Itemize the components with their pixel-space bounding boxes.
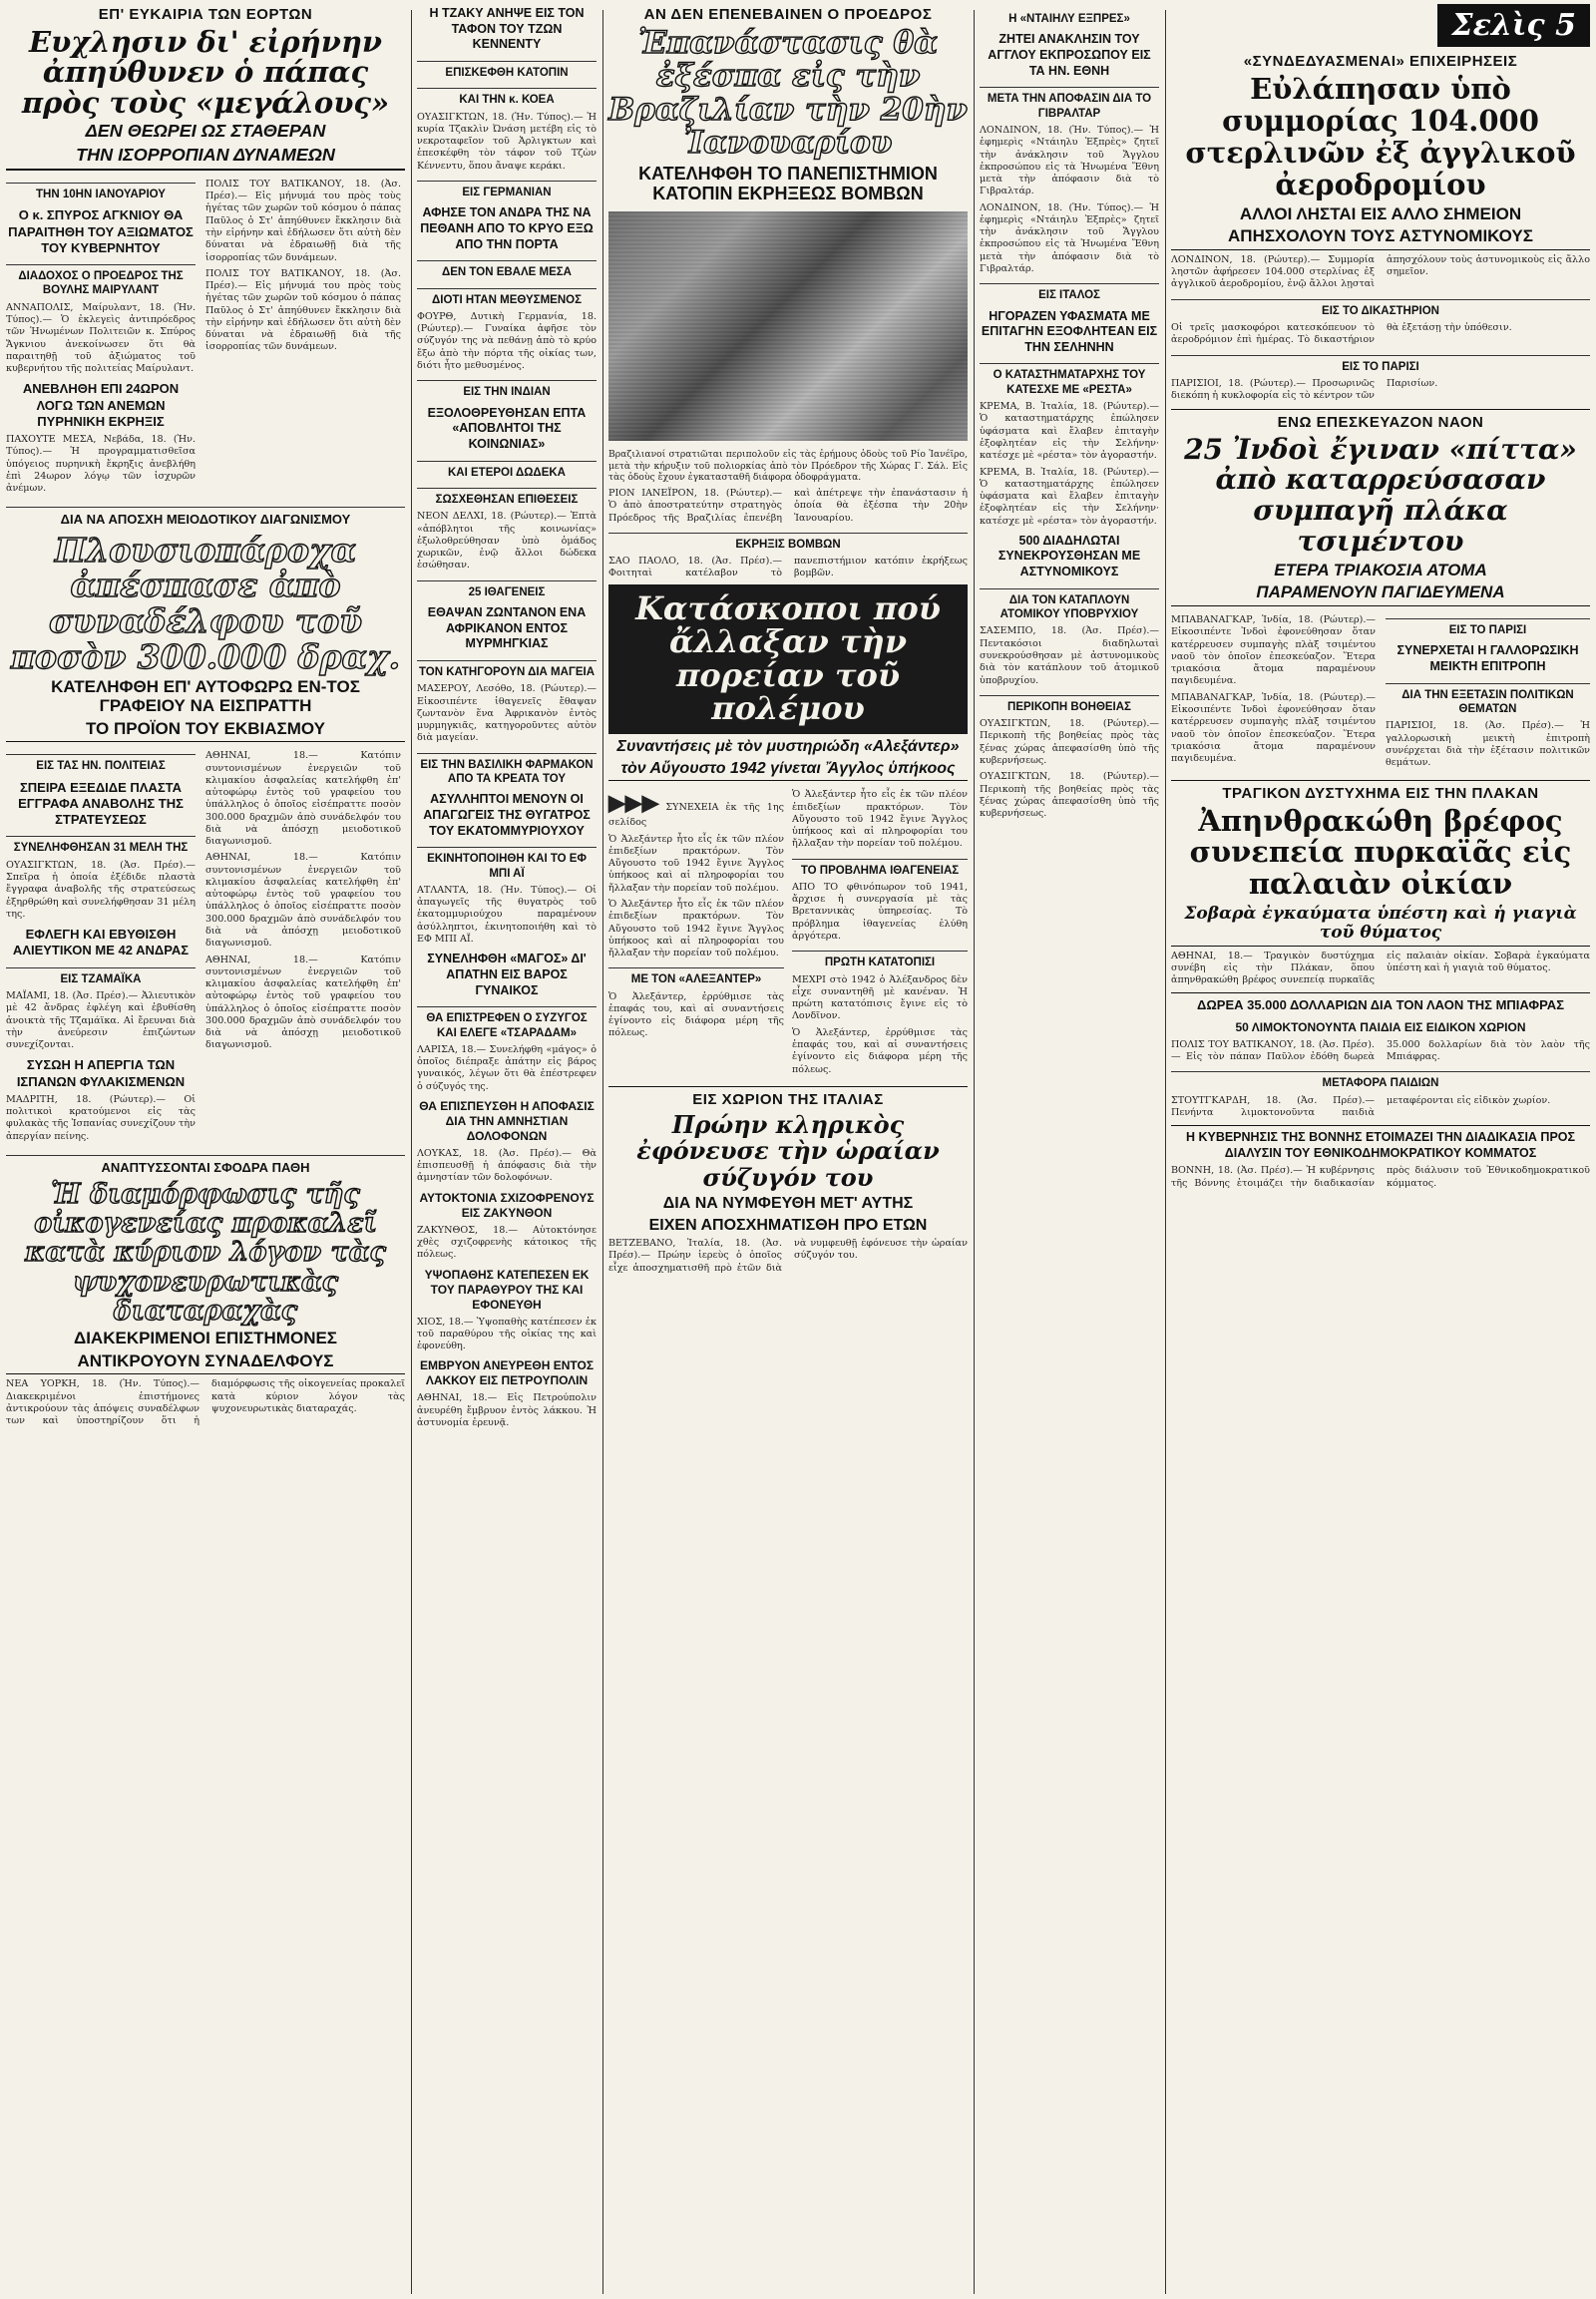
- article-body: ΠΑΧΟΥΤΕ ΜΕΣΑ, Νεβάδα, 18. (Ἡν. Τύπος).— Ἡ προγραμματισθεῖσα ὑπόγειος πυρηνικὴ ἔκρηξις ἀνεβλήθη ἐπὶ 24ωρον λόγῳ τῶν ἰσχυρῶν ἀνέμων.: [6, 434, 196, 495]
- article-body: ΑΠΟ ΤΟ φθινόπωρον τοῦ 1941, ἄρχισε ἡ συνεργασία μὲ τὰς Βρεταννικὰς ὑπηρεσίας. Τὸ πρόβλημα ἰθαγενείας ἐλύθη ἀργότερα.: [792, 881, 968, 942]
- article-title: ΑΣΥΛΛΗΠΤΟΙ ΜΕΝΟΥΝ ΟΙ ΑΠΑΓΩΓΕΙΣ ΤΗΣ ΘΥΓΑΤΡΟΣ ΤΟΥ ΕΚΑΤΟΜΜΥΡΙΟΥΧΟΥ: [423, 792, 591, 838]
- article-body: Οἱ τρεῖς μασκοφόροι κατεσκόπευον τὸ ἀεροδρόμιον ἐπὶ ἡμέρας. Τὸ δικαστήριον θὰ ἐξετάσῃ τὴν ὑπόθεσιν.: [1171, 322, 1512, 346]
- subhead: ΔΙΑΚΕΚΡΙΜΕΝΟΙ ΕΠΙΣΤΗΜΟΝΕΣ: [73, 1328, 338, 1347]
- article-title: Ο κ. ΣΠΥΡΟΣ ΑΓΚΝΙΟΥ ΘΑ ΠΑΡΑΙΤΗΘΗ ΤΟΥ ΑΞΙΩΜΑΤΟΣ ΤΟΥ ΚΥΒΕΡΝΗΤΟΥ: [8, 207, 194, 255]
- section-head: ΜΕΤΑΦΟΡΑ ΠΑΙΔΙΩΝ: [1171, 1071, 1590, 1090]
- section-head: ΑΝΑΠΤΥΣΣΟΝΤΑΙ ΣΦΟΔΡΑ ΠΑΘΗ: [6, 1155, 405, 1176]
- article-subtitle: ΔΕΝ ΤΟΝ ΕΒΑΛΕ ΜΕΣΑ: [417, 260, 597, 279]
- article-body: ΠΑΡΙΣΙΟΙ, 18. (Ἀσ. Πρέσ).— Ἡ γαλλορωσικὴ μεικτὴ ἐπιτροπὴ συνέρχεται διὰ τὴν ἐξέτασιν πολιτικῶν θεμάτων.: [1386, 720, 1590, 769]
- section-head: ΕΚΡΗΞΙΣ ΒΟΜΒΩΝ: [608, 533, 968, 552]
- section-head: ΕΙΣ ΤΟ ΔΙΚΑΣΤΗΡΙΟΝ: [1171, 299, 1590, 318]
- article-body: ΚΡΕΜΑ, Β. Ἰταλία, 18. (Ρώυτερ).— Ὁ καταστηματάρχης ἐπώλησεν ὑφάσματα καὶ ἔλαβεν ἐπιταγὴν ἐξοφλητέαν εἰς τὴν Σελήνην· κατέσχε μὲ «ρέστα» τὸν ἀγοραστήν.: [980, 401, 1159, 462]
- article-title: ΖΗΤΕΙ ΑΝΑΚΛΗΣΙΝ ΤΟΥ ΑΓΓΛΟΥ ΕΚΠΡΟΣΩΠΟΥ ΕΙΣ ΤΑ ΗΝ. ΕΘΝΗ: [988, 32, 1151, 78]
- section-head: ΠΕΡΙΚΟΠΗ ΒΟΗΘΕΙΑΣ: [980, 695, 1159, 714]
- article-body: ΠΟΛΙΣ ΤΟΥ ΒΑΤΙΚΑΝΟΥ, 18. (Ἀσ. Πρέσ).— Εἰς μήνυμά του πρὸς τοὺς ἡγέτας τῶν χωρῶν τοῦ κόσμου ὁ πάπας Παῦλος ὁ Στ' ἀπηύθυνεν ἔκκλησιν διὰ τὴν εἰρήνην καὶ ἐδήλωσεν ὅτι αὐτὴ δὲν δύναται νὰ ἐδραιωθῇ διὰ τῆς ἰσορροπίας τῶν δυνάμεων.: [205, 178, 401, 263]
- article-body: ΜΕΧΡΙ στὸ 1942 ὁ Ἀλέξανδρος δὲν εἶχε συναντηθῆ μὲ κανέναν. Ἡ πρώτη κατατόπισις ἔγινε εἰς τὸ Λονδῖνον.: [792, 973, 968, 1022]
- section-head: ΔΙΑ ΝΑ ΑΠΟΣΧΗ ΜΕΙΟΔΟΤΙΚΟΥ ΔΙΑΓΩΝΙΣΜΟΥ: [6, 507, 405, 528]
- article-body: ΣΑΟ ΠΑΟΛΟ, 18. (Ἀσ. Πρέσ).— Φοιτηταὶ κατέλαβον τὸ πανεπιστήμιον κατόπιν ἐκρήξεως βομβῶν.: [608, 556, 968, 579]
- article-body: ΛΟΝΔΙΝΟΝ, 18. (Ρώυτερ).— Συμμορία ληστῶν ἀφήρεσεν 104.000 στερλίνας ἐξ ἀγγλικοῦ ἀεροδρομίου, ἐνῷ ἄλλοι λῃσταὶ ἀπησχόλουν τοὺς ἀστυνομικοὺς εἰς ἄλλο σημεῖον.: [1171, 253, 1590, 290]
- subhead: ΑΝΤΙΚΡΟΥΟΥΝ ΣΥΝΑΔΕΛΦΟΥΣ: [6, 1352, 405, 1375]
- article-subtitle: ΣΥΝΕΛΗΦΘΗΣΑΝ 31 ΜΕΛΗ ΤΗΣ: [6, 836, 196, 855]
- article-body: ΧΙΟΣ, 18.— Ὑψοπαθὴς κατέπεσεν ἐκ τοῦ παραθύρου τῆς οἰκίας της καὶ ἐφονεύθη.: [417, 1316, 597, 1352]
- article-title: ΕΞΟΛΟΘΡΕΥΘΗΣΑΝ ΕΠΤΑ «ΑΠΟΒΛΗΤΟΙ ΤΗΣ ΚΟΙΝΩΝΙΑΣ»: [427, 405, 587, 451]
- article-title: Η ΚΥΒΕΡΝΗΣΙΣ ΤΗΣ ΒΟΝΝΗΣ ΕΤΟΙΜΑΖΕΙ ΤΗΝ ΔΙΑΔΙΚΑΣΙΑ ΠΡΟΣ ΔΙΑΛΥΣΙΝ ΤΟΥ ΕΘΝΙΚΟΔΗΜΟΚΡΑΤΙΚΟΥ ΚΟΜΜΑΤΟΣ: [1171, 1125, 1590, 1161]
- article-body: ΜΠΑΒΑΝΑΓΚΑΡ, Ἰνδία, 18. (Ρώυτερ).— Εἰκοσιπέντε Ἰνδοὶ ἐφονεύθησαν ὅταν κατέρρευσεν συμπαγὴς πλὰξ τσιμέντου ναοῦ τὸν ὁποῖον ἐπεσκεύαζον. Ἕτερα τριακόσια ἄτομα παραμένουν παγιδευμένα.: [1171, 614, 1376, 687]
- section-head: ΤΟ ΠΡΟΒΛΗΜΑ ΙΘΑΓΕΝΕΙΑΣ: [792, 859, 968, 878]
- article-subtitle: ΜΕΤΑ ΤΗΝ ΑΠΟΦΑΣΙΝ ΔΙΑ ΤΟ ΓΙΒΡΑΛΤΑΡ: [980, 87, 1159, 121]
- article-title: ΣΠΕΙΡΑ ΕΞΕΔΙΔΕ ΠΛΑΣΤΑ ΕΓΓΡΑΦΑ ΑΝΑΒΟΛΗΣ ΤΗΣ ΣΤΡΑΤΕΥΣΕΩΣ: [18, 779, 184, 828]
- article-body: ΦΟΥΡΘ, Δυτικὴ Γερμανία, 18. (Ρώυτερ).— Γυναίκα ἀφῆσε τὸν σύζυγόν της νὰ πεθάνῃ ἀπὸ τὸ κρύο ἔξω ἀπὸ τὴν πόρτα τῆς οἰκίας των, διότι ἦτο μεθυσμένος.: [417, 310, 597, 372]
- column-3: [602, 0, 974, 2299]
- section-head: ΠΡΩΤΗ ΚΑΤΑΤΟΠΙΣΙ: [792, 951, 968, 969]
- article-subtitle: ΣΩΣΧΕΘΗΣΑΝ ΕΠΙΘΕΣΕΙΣ: [417, 488, 597, 507]
- article-body: ΒΟΝΝΗ, 18. (Ἀσ. Πρέσ).— Ἡ κυβέρνησις τῆς Βόννης ἑτοιμάζει τὴν διαδικασίαν πρὸς διάλυσιν τοῦ Ἐθνικοδημοκρατικοῦ κόμματος.: [1171, 1165, 1590, 1189]
- kicker: «ΣΥΝΔΕΔΥΑΣΜΕΝΑΙ» ΕΠΙΧΕΙΡΗΣΕΙΣ: [1243, 53, 1518, 70]
- column-2: [411, 0, 602, 2299]
- kicker: ΑΝ ΔΕΝ ΕΠΕΝΕΒΑΙΝΕΝ Ο ΠΡΟΕΔΡΟΣ: [643, 6, 933, 23]
- section-head: 25 ΙΘΑΓΕΝΕΙΣ: [417, 580, 597, 599]
- article-title: ΣΥΣΩΗ Η ΑΠΕΡΓΙΑ ΤΩΝ ΙΣΠΑΝΩΝ ΦΥΛΑΚΙΣΜΕΝΩΝ: [16, 1057, 186, 1089]
- article-subtitle: ΚΑΙ ΤΗΝ κ. ΚΟΕΑ: [417, 88, 597, 107]
- section-head: ΕΙΣ ΤΗΝ ΙΝΔΙΑΝ: [417, 380, 597, 399]
- section-head: ΕΙΣ ΤΖΑΜΑΪΚΑ: [6, 967, 196, 986]
- article-body: ΠΟΛΙΣ ΤΟΥ ΒΑΤΙΚΑΝΟΥ, 18. (Ἀσ. Πρέσ).— Εἰς τὸν πάπαν Παῦλον ἐδόθη δωρεὰ 35.000 δολλαρίων διὰ τὸν λαὸν τῆς Μπιάφρας.: [1171, 1038, 1590, 1062]
- section-head: ΕΙΣ ΤΑΣ ΗΝ. ΠΟΛΙΤΕΙΑΣ: [6, 754, 196, 773]
- article-body: ΑΤΛΑΝΤΑ, 18. (Ἡν. Τύπος).— Οἱ ἀπαγωγεῖς τῆς θυγατρὸς τοῦ ἑκατομμυριούχου παραμένουν ἀσύλληπτοι, ἐκινητοποιήθη καὶ τὸ ΕΦ ΜΠΙ ΑΪ.: [417, 884, 597, 945]
- article-body: ΣΤΟΥΤΓΚΑΡΔΗ, 18. (Ἀσ. Πρέσ).— Πενήντα λιμοκτονοῦντα παιδιὰ μεταφέρονται εἰς εἰδικὸν χωρίον.: [1171, 1094, 1551, 1118]
- section-head: ΕΙΣ ΤΟ ΠΑΡΙΣΙ: [1171, 355, 1590, 374]
- article-body: ΣΑΣΕΜΠΟ, 18. (Ἀσ. Πρέσ).— Πεντακόσιοι διαδηλωταὶ συνεκρούσθησαν μὲ ἀστυνομικοὺς διὰ τὸν κατάπλουν τοῦ ἀτομικοῦ ὑποβρυχίου.: [980, 625, 1159, 686]
- article-subtitle: ΔΙΑΔΟΧΟΣ Ο ΠΡΟΕΔΡΟΣ ΤΗΣ ΒΟΥΛΗΣ ΜΑΙΡΥΛΑΝΤ: [6, 264, 196, 298]
- article-body: ΛΑΡΙΣΑ, 18.— Συνελήφθη «μάγος» ὁ ὁποῖος διέπραξε ἀπάτην εἰς βάρος γυναικός, λέγων ὅτι θὰ ἐπέστρεφεν ὁ σύζυγός της.: [417, 1043, 597, 1092]
- article-title: ΥΨΟΠΑΘΗΣ ΚΑΤΕΠΕΣΕΝ ΕΚ ΤΟΥ ΠΑΡΑΘΥΡΟΥ ΤΗΣ ΚΑΙ ΕΦΟΝΕΥΘΗ: [424, 1267, 590, 1312]
- article-body: ΛΟΝΔΙΝΟΝ, 18. (Ἡν. Τύπος).— Ἡ ἐφημερὶς «Ντάιηλυ Ἐξπρὲς» ζητεῖ τὴν ἀνάκλησιν τοῦ Ἄγγλου ἐκπροσώπου εἰς τὰ Ἡνωμένα Ἔθνη μετὰ τὴν ἀπόφασιν διὰ τὸ Γιβραλτάρ.: [980, 201, 1159, 274]
- page-number-masthead: Σελὶς 5: [1437, 4, 1590, 47]
- article-body: Ὁ Ἀλεξάντερ ἦτο εἷς ἐκ τῶν πλέον ἐπιδεξίων πρακτόρων. Τὸν Αὔγουστο τοῦ 1942 ἔγινε Ἄγγλος ὑπήκοος καὶ αἱ πληροφορίαι του ἤλλαξαν τὴν πορείαν τοῦ πολέμου.: [608, 833, 784, 894]
- article-body: ΟΥΑΣΙΓΚΤΩΝ, 18. (Ἡν. Τύπος).— Ἡ κυρία Τζακλὶν Ὠνάση μετέβη εἰς τὸ νεκροταφεῖον τοῦ Ἀρλιγκτων καὶ ἐπεσκέφθη τὸν τάφον τοῦ Τζὼν Κέννεντυ, ὅπου ἄναψε κεράκι.: [417, 111, 597, 172]
- article-body: ΑΘΗΝΑΙ, 18.— Κατόπιν συντονισμένων ἐνεργειῶν τοῦ κλιμακίου ἀσφαλείας κατελήφθη ἐπ' αὐτοφώρῳ ἐντὸς τοῦ γραφείου του ὑπάλληλος ὁ ὁποῖος εἰσέπραττε ποσὸν 300.000 δραχμῶν ἀπὸ συνάδελφόν του διὰ νὰ ἀπόσχῃ μειοδοτικοῦ διαγωνισμοῦ.: [205, 750, 401, 848]
- article-title: ΕΦΛΕΓΗ ΚΑΙ ΕΒΥΘΙΣΘΗ ΑΛΙΕΥΤΙΚΟΝ ΜΕ 42 ΑΝΔΡΑΣ: [12, 927, 190, 958]
- article-subtitle: 50 ΛΙΜΟΚΤΟΝΟΥΝΤΑ ΠΑΙΔΙΑ ΕΙΣ ΕΙΔΙΚΟΝ ΧΩΡΙΟΝ: [1235, 1019, 1526, 1034]
- headline-fire: Ἀπηνθρακώθη βρέφος συνεπεία πυρκαϊᾶς εἰς παλαιὰν οἰκίαν: [1189, 803, 1572, 902]
- article-body: ΛΟΥΚΑΣ, 18. (Ἀσ. Πρέσ).— Θὰ ἐπισπευσθῇ ἡ ἀπόφασις διὰ τὴν ἀμνηστίαν τῶν δολοφόνων.: [417, 1147, 597, 1184]
- article-subtitle: Ο ΚΑΤΑΣΤΗΜΑΤΑΡΧΗΣ ΤΟΥ ΚΑΤΕΣΧΕ ΜΕ «ΡΕΣΤΑ»: [980, 363, 1159, 397]
- article-subtitle: ΕΚΙΝΗΤΟΠΟΙΗΘΗ ΚΑΙ ΤΟ ΕΦ ΜΠΙ ΑΪ: [417, 847, 597, 881]
- section-head: Η «ΝΤΑΙΗΛΥ ΕΞΠΡΕΣ»: [1008, 13, 1130, 25]
- headline-brazil: Ἐπανάστασις θὰ ἐξέσπα εἰς τὴν Βραζιλίαν τὴν 20ὴν Ἰανουαρίου: [608, 25, 968, 162]
- article-title: ΗΓΟΡΑΖΕΝ ΥΦΑΣΜΑΤΑ ΜΕ ΕΠΙΤΑΓΗΝ ΕΞΟΦΛΗΤΕΑΝ ΕΙΣ ΤΗΝ ΣΕΛΗΝΗΝ: [981, 308, 1158, 354]
- article-title: ΘΑ ΕΠΙΣΠΕΥΣΘΗ Η ΑΠΟΦΑΣΙΣ ΔΙΑ ΤΗΝ ΑΜΝΗΣΤΙΑΝ ΔΟΛΟΦΟΝΩΝ: [419, 1098, 595, 1143]
- headline-india: 25 Ἰνδοὶ ἔγιναν «πίττα» ἀπὸ καταρρεύσασαν συμπαγῆ πλάκα τσιμέντου: [1184, 432, 1577, 558]
- subhead: ΔΕΝ ΘΕΩΡΕΙ ΩΣ ΣΤΑΘΕΡΑΝ: [85, 121, 326, 142]
- article-title: 500 ΔΙΑΔΗΛΩΤΑΙ ΣΥΝΕΚΡΟΥΣΘΗΣΑΝ ΜΕ ΑΣΤΥΝΟΜΙΚΟΥΣ: [998, 533, 1141, 579]
- article-body: ΒΕΤΖΕΒΑΝΟ, Ἰταλία, 18. (Ἀσ. Πρέσ).— Πρώην ἱερεὺς ὁ ὁποῖος εἶχε ἀποσχηματισθῆ πρὸ ἐτῶν διὰ νὰ νυμφευθῇ ἐφόνευσε τὴν ὡραίαν σύζυγόν του.: [608, 1238, 968, 1274]
- article-title: ΣΥΝΕΛΗΦΘΗ «ΜΑΓΟΣ» ΔΙ' ΑΠΑΤΗΝ ΕΙΣ ΒΑΡΟΣ ΓΥΝΑΙΚΟΣ: [427, 952, 587, 997]
- article-title: ΔΩΡΕΑ 35.000 ΔΟΛΛΑΡΙΩΝ ΔΙΑ ΤΟΝ ΛΑΟΝ ΤΗΣ ΜΠΙΑΦΡΑΣ: [1171, 992, 1590, 1013]
- subhead: ΔΙΑ ΝΑ ΝΥΜΦΕΥΘΗ ΜΕΤ' ΑΥΤΗΣ: [662, 1194, 914, 1212]
- article-subtitle: ΔΙΟΤΙ ΗΤΑΝ ΜΕΘΥΣΜΕΝΟΣ: [417, 288, 597, 307]
- column-1: [0, 0, 411, 2299]
- headline-bribe: Πλουσιοπάροχα ἀπέσπασε ἀπὸ συναδέλφου τοῦ ποσὸν 300.000 δραχ.: [10, 530, 401, 676]
- article-body: ΜΑΣΕΡΟΥ, Λεσόθο, 18. (Ρώυτερ).— Εἰκοσιπέντε ἰθαγενεῖς ἔθαψαν ζωντανὸν ἕνα Ἀφρικανὸν ἐντὸς μυρμηγκιᾶς, κατηγοροῦντες αὐτὸν διὰ μαγείαν.: [417, 683, 597, 744]
- article-body: ΡΙΟΝ ΙΑΝΕΪΡΟΝ, 18. (Ρώυτερ).— Ὁ ἀπὸ ἀποστρατεύτην στρατηγὸς Πρόεδρος τῆς Βραζιλίας ἐπενέβη καὶ ἀπέτρεψε τὴν ἐπανάστασιν ἡ ὁποία θὰ ἐξέσπα τὴν 20ὴν Ἰανουαρίου.: [608, 487, 968, 524]
- article-body: ΑΘΗΝΑΙ, 18.— Κατόπιν συντονισμένων ἐνεργειῶν τοῦ κλιμακίου ἀσφαλείας κατελήφθη ἐπ' αὐτοφώρῳ ἐντὸς τοῦ γραφείου του ὑπάλληλος ὁ ὁποῖος εἰσέπραττε ποσὸν 300.000 δραχμῶν ἀπὸ συνάδελφόν του διὰ νὰ ἀπόσχῃ μειοδοτικοῦ διαγωνισμοῦ.: [205, 954, 401, 1051]
- article-title: ΕΜΒΡΥΟΝ ΑΝΕΥΡΕΘΗ ΕΝΤΟΣ ΛΑΚΚΟΥ ΕΙΣ ΠΕΤΡΟΥΠΟΛΙΝ: [419, 1358, 595, 1388]
- article-body: ΜΠΑΒΑΝΑΓΚΑΡ, Ἰνδία, 18. (Ρώυτερ).— Εἰκοσιπέντε Ἰνδοὶ ἐφονεύθησαν ὅταν κατέρρευσεν συμπαγὴς πλὰξ τσιμέντου ναοῦ τὸν ὁποῖον ἐπεσκεύαζον. Ἕτερα τριακόσια ἄτομα παραμένουν παγιδευμένα.: [1171, 691, 1376, 765]
- subhead: ΑΠΗΣΧΟΛΟΥΝ ΤΟΥΣ ΑΣΤΥΝΟΜΙΚΟΥΣ: [1171, 227, 1590, 250]
- article-body: ΠΟΛΙΣ ΤΟΥ ΒΑΤΙΚΑΝΟΥ, 18. (Ἀσ. Πρέσ).— Εἰς μήνυμά του πρὸς τοὺς ἡγέτας τῶν χωρῶν τοῦ κόσμου ὁ πάπας Παῦλος ὁ Στ' ἀπηύθυνεν ἔκκλησιν διὰ τὴν εἰρήνην καὶ ἐδήλωσεν ὅτι αὐτὴ δὲν δύναται νὰ ἐδραιωθῇ διὰ τῆς ἰσορροπίας τῶν δυνάμεων.: [205, 267, 401, 353]
- article-body: ΟΥΑΣΙΓΚΤΩΝ, 18. (Ἀσ. Πρέσ).— Σπεῖρα ἡ ὁποία ἐξέδιδε πλαστὰ ἔγγραφα ἀναβολῆς τῆς στρατεύσεως ἐξηρθρώθη καὶ συνελήφθησαν 31 μέλη της.: [6, 859, 196, 920]
- headline-italy: Πρώην κληρικὸς ἐφόνευσε τὴν ὡραίαν σύζυγόν του: [636, 1109, 940, 1192]
- section-head: ΜΕ ΤΟΝ «ΑΛΕΞΑΝΤΕΡ»: [608, 967, 784, 986]
- section-head: ΕΙΣ ΙΤΑΛΟΣ: [980, 283, 1159, 302]
- subhead: τὸν Αὔγουστο 1942 γίνεται Ἄγγλος ὑπήκοος: [608, 760, 968, 782]
- headline-heist: Εὐλάπησαν ὑπὸ συμμορίας 104.000 στερλινῶν ἐξ ἀγγλικοῦ ἀεροδρομίου: [1185, 72, 1576, 201]
- subhead: Συναντήσεις μὲ τὸν μυστηριώδη «Αλεξάντερ»: [616, 738, 960, 756]
- article-body: ΜΑΪΑΜΙ, 18. (Ἀσ. Πρέσ).— Ἀλιευτικὸν μὲ 42 ἄνδρας ἐφλέγη καὶ ἐβυθίσθη ἀνοικτὰ τῆς Τζαμάϊκα. Αἱ ἔρευναι διὰ τὴν ἀνεύρεσιν ἐπιζώντων συνεχίζονται.: [6, 989, 196, 1051]
- subhead: ΠΑΡΑΜΕΝΟΥΝ ΠΑΓΙΔΕΥΜΕΝΑ: [1171, 583, 1590, 606]
- section-head: ΤΗΝ 10ΗΝ ΙΑΝΟΥΑΡΙΟΥ: [6, 183, 196, 201]
- article-title: ΑΝΕΒΛΗΘΗ ΕΠΙ 24ΩΡΟΝ ΛΟΓΩ ΤΩΝ ΑΝΕΜΩΝ ΠΥΡΗΝΙΚΗ ΕΚΡΗΞΙΣ: [22, 381, 180, 429]
- article-body: Ὁ Ἀλεξάντερ ἦτο εἷς ἐκ τῶν πλέον ἐπιδεξίων πρακτόρων. Τὸν Αὔγουστο τοῦ 1942 ἔγινε Ἄγγλος ὑπήκοος καὶ αἱ πληροφορίαι του ἤλλαξαν τὴν πορείαν τοῦ πολέμου.: [608, 898, 784, 959]
- article-body: ΑΘΗΝΑΙ, 18.— Τραγικὸν δυστύχημα συνέβη εἰς τὴν Πλάκαν, ὅπου ἀπηνθρακώθη βρέφος συνεπείᾳ πυρκαϊᾶς εἰς παλαιὰν οἰκίαν. Σοβαρὰ ἐγκαύματα ὑπέστη καὶ ἡ γιαγιὰ τοῦ θύματος.: [1171, 950, 1590, 986]
- article-body: Ὁ Ἀλεξάντερ ἦτο εἷς ἐκ τῶν πλέον ἐπιδεξίων πρακτόρων. Τὸν Αὔγουστο τοῦ 1942 ἔγινε Ἄγγλος ὑπήκοος καὶ αἱ πληροφορίαι του ἤλλαξαν τὴν πορείαν τοῦ πολέμου.: [792, 789, 968, 850]
- article-subtitle: ΕΙΣ ΤΗΝ ΒΑΣΙΛΙΚΗ ΦΑΡΜΑΚΟΝ ΑΠΟ ΤΑ ΚΡΕΑΤΑ ΤΟΥ: [417, 753, 597, 787]
- section-head: ΕΙΣ ΤΟ ΠΑΡΙΣΙ: [1386, 618, 1590, 637]
- column-5: [1165, 0, 1596, 2299]
- article-subtitle: ΚΑΙ ΕΤΕΡΟΙ ΔΩΔΕΚΑ: [417, 461, 597, 480]
- article-body: ΑΝΝΑΠΟΛΙΣ, Μαίρυλαντ, 18. (Ἡν. Τύπος).— Ὁ ἐκλεγεὶς ἀντιπρόεδρος τῶν Ἡνωμένων Πολιτειῶν κ. Σπύρος Ἄγκνιου ἀνεκοίνωσεν ὅτι θὰ παραιτηθῇ τοῦ ἀξιώματος τοῦ κυβερνήτου τῆς πολιτείας Μαίρυλαντ.: [6, 301, 196, 375]
- kicker: ΕΙΣ ΧΩΡΙΟΝ ΤΗΣ ΙΤΑΛΙΑΣ: [608, 1086, 968, 1108]
- article-body: ΜΑΔΡΙΤΗ, 18. (Ρώυτερ).— Οἱ πολιτικοὶ κρατούμενοι εἰς τὰς φυλακὰς τῆς Ἰσπανίας συνεχίζουν τὴν ἀπεργίαν πείνης.: [6, 1093, 196, 1142]
- article-body: ΠΑΡΙΣΙΟΙ, 18. (Ρώυτερ).— Προσωρινῶς διεκόπη ἡ κυκλοφορία εἰς τὸ κέντρον τῶν Παρισίων.: [1171, 378, 1438, 402]
- section-head: ΕΙΣ ΓΕΡΜΑΝΙΑΝ: [417, 181, 597, 199]
- article-body: ΑΘΗΝΑΙ, 18.— Κατόπιν συντονισμένων ἐνεργειῶν τοῦ κλιμακίου ἀσφαλείας κατελήφθη ἐπ' αὐτοφώρῳ ἐντὸς τοῦ γραφείου του ὑπάλληλος ὁ ὁποῖος εἰσέπραττε ποσὸν 300.000 δραχμῶν ἀπὸ συνάδελφόν του διὰ νὰ ἀπόσχῃ μειοδοτικοῦ διαγωνισμοῦ.: [205, 852, 401, 950]
- subhead: ΤΗΝ ΙΣΟΡΡΟΠΙΑΝ ΔΥΝΑΜΕΩΝ: [6, 146, 405, 171]
- article-body: Ὁ Ἀλεξάντερ, ἐρρύθμισε τὰς ἐπαφάς του, καὶ αἱ συναντήσεις ἐγίνοντο εἰς διάφορα μέρη τῆς πόλεως.: [608, 990, 784, 1039]
- article-body: Ὁ Ἀλεξάντερ, ἐρρύθμισε τὰς ἐπαφάς του, καὶ αἱ συναντήσεις ἐγίνοντο εἰς διάφορα μέρη τῆς πόλεως.: [792, 1026, 968, 1075]
- article-subtitle: ΕΠΙΣΚΕΦΘΗ ΚΑΤΟΠΙΝ: [417, 61, 597, 80]
- article-title: ΕΘΑΨΑΝ ΖΩΝΤΑΝΟΝ ΕΝΑ ΑΦΡΙΚΑΝΟΝ ΕΝΤΟΣ ΜΥΡΜΗΓΚΙΑΣ: [427, 604, 587, 651]
- continued-label: ΣΥΝΕΧΕΙΑ ἐκ τῆς 1ης σελίδος: [608, 802, 784, 829]
- kicker: ΕΝΩ ΕΠΕΣΚΕΥΑΖΟΝ ΝΑΟΝ: [1171, 409, 1590, 431]
- subhead: ΕΙΧΕΝ ΑΠΟΣΧΗΜΑΤΙΣΘΗ ΠΡΟ ΕΤΩΝ: [648, 1216, 928, 1234]
- subhead: ΑΛΛΟΙ ΛΗΣΤΑΙ ΕΙΣ ΑΛΛΟ ΣΗΜΕΙΟΝ: [1239, 203, 1522, 223]
- article-body: ΝΕΑ ΥΟΡΚΗ, 18. (Ἡν. Τύπος).— Διακεκριμένοι ἐπιστήμονες ἀντικρούουν τὰς ἀπόψεις συναδέλφων των καὶ ὑποστηρίζουν ὅτι ἡ διαμόρφωσις τῆς οἰκογενείας προκαλεῖ κατὰ κύριον λόγον τὰς ψυχονευρωτικὰς διαταραχάς.: [6, 1378, 405, 1427]
- article-title: ΣΥΝΕΡΧΕΤΑΙ Η ΓΑΛΛΟΡΩΣΙΚΗ ΜΕΙΚΤΗ ΕΠΙΤΡΟΠΗ: [1396, 643, 1579, 674]
- kicker: ΤΡΑΓΙΚΟΝ ΔΥΣΤΥΧΗΜΑ ΕΙΣ ΤΗΝ ΠΛΑΚΑΝ: [1171, 780, 1590, 802]
- article-title: ΑΦΗΣΕ ΤΟΝ ΑΝΔΡΑ ΤΗΣ ΝΑ ΠΕΘΑΝΗ ΑΠΟ ΤΟ ΚΡΥΟ ΕΞΩ ΑΠΟ ΤΗΝ ΠΟΡΤΑ: [420, 205, 594, 251]
- article-title: ΑΥΤΟΚΤΟΝΙΑ ΣΧΙΖΟΦΡΕΝΟΥΣ ΕΙΣ ΖΑΚΥΝΘΟΝ: [419, 1190, 595, 1220]
- masthead-row: [1171, 4, 1590, 47]
- article-subtitle: ΘΑ ΕΠΙΣΤΡΕΦΕΝ Ο ΣΥΖΥΓΟΣ ΚΑΙ ΕΛΕΓΕ «ΤΣΑΡΑΔΑΜ»: [417, 1006, 597, 1040]
- article-body: ΛΟΝΔΙΝΟΝ, 18. (Ἡν. Τύπος).— Ἡ ἐφημερὶς «Ντάιηλυ Ἐξπρὲς» ζητεῖ τὴν ἀνάκλησιν τοῦ Ἄγγλου ἐκπροσώπου εἰς τὰ Ἡνωμένα Ἔθνη μετὰ τὴν ἀπόφασιν διὰ τὸ Γιβραλτάρ.: [980, 125, 1159, 197]
- article-body: ΖΑΚΥΝΘΟΣ, 18.— Αὐτοκτόνησε χθὲς σχιζοφρενὴς κάτοικος τῆς πόλεως.: [417, 1224, 597, 1261]
- article-body: ΑΘΗΝΑΙ, 18.— Εἰς Πετρούπολιν ἀνευρέθη ἔμβρυον ἐντὸς λάκκου. Ἡ ἀστυνομία ἐρευνᾷ.: [417, 1392, 597, 1428]
- headline-pope: Ευχλησιν δι' εἰρήνην ἀπηύθυνεν ὁ πάπας πρὸς τοὺς «μεγάλους»: [21, 25, 390, 120]
- article-subtitle: ΔΙΑ ΤΟΝ ΚΑΤΑΠΛΟΥΝ ΑΤΟΜΙΚΟΥ ΥΠΟΒΡΥΧΙΟΥ: [980, 588, 1159, 622]
- article-subtitle: ΔΙΑ ΤΗΝ ΕΞΕΤΑΣΙΝ ΠΟΛΙΤΙΚΩΝ ΘΕΜΑΤΩΝ: [1386, 683, 1590, 717]
- article-body: ΚΡΕΜΑ, Β. Ἰταλία, 18. (Ρώυτερ).— Ὁ καταστηματάρχης ἐπώλησεν ὑφάσματα καὶ ἔλαβεν ἐπιταγὴν ἐξοφλητέαν εἰς τὴν Σελήνην· κατέσχε μὲ «ρέστα» τὸν ἀγοραστήν.: [980, 466, 1159, 527]
- article-body: ΟΥΑΣΙΓΚΤΩΝ, 18. (Ρώυτερ).— Περικοπὴ τῆς βοηθείας πρὸς τὰς ξένας χώρας ἀπεφασίσθη ὑπὸ τῆς κυβερνήσεως.: [980, 771, 1159, 820]
- photo-caption: Βραζιλιανοί στρατιῶται περιπολοῦν εἰς τὰς ἐρήμους ὁδοὺς τοῦ Ρίο Ἰανέϊρο, μετὰ τὴν κήρυξιν τοῦ πολιορκίας ἀπὸ τὸν Πρόεδρον τῆς Χώρας Γ. Σάλ. Εἰς τὰς ὁδοὺς ἔχουν ἐγκατασταθῆ διάφορα ὀδοφράγματα.: [608, 449, 968, 484]
- kicker: ΕΠ' ΕΥΚΑΙΡΙΑ ΤΩΝ ΕΟΡΤΩΝ: [98, 6, 313, 23]
- article-body: ΟΥΑΣΙΓΚΤΩΝ, 18. (Ρώυτερ).— Περικοπὴ τῆς βοηθείας πρὸς τὰς ξένας χώρας ἀπεφασίσθη ὑπὸ τῆς κυβερνήσεως.: [980, 718, 1159, 766]
- subhead: Σοβαρὰ ἐγκαύματα ὑπέστη καὶ ἡ γιαγιὰ τοῦ θύματος: [1171, 905, 1590, 946]
- continued-arrows-icon: ▶▶▶: [608, 790, 659, 816]
- article-subtitle: ΤΟΝ ΚΑΤΗΓΟΡΟΥΝ ΔΙΑ ΜΑΓΕΙΑ: [417, 660, 597, 679]
- column-4: [974, 0, 1165, 2299]
- article-body: [608, 789, 784, 829]
- subhead: ΕΤΕΡΑ ΤΡΙΑΚΟΣΙΑ ΑΤΟΜΑ: [1274, 560, 1487, 579]
- subhead: ΚΑΤΕΛΗΦΘΗ ΕΠ' ΑΥΤΟΦΩΡΩ ΕΝ-ΤΟΣ ΓΡΑΦΕΙΟΥ ΝΑ ΕΙΣΠΡΑΤΤΗ: [51, 677, 360, 715]
- subhead: ΤΟ ΠΡΟΪΟΝ ΤΟΥ ΕΚΒΙΑΣΜΟΥ: [6, 720, 405, 743]
- headline-spies: Κατάσκοποι πού ἄλλαξαν τὴν πορείαν τοῦ πολέμου: [608, 584, 968, 734]
- news-photo: [608, 211, 968, 441]
- article-title: Η ΤΖΑΚΥ ΑΝΗΨΕ ΕΙΣ ΤΟΝ ΤΑΦΟΝ ΤΟΥ ΤΖΩΝ ΚΕΝΝΕΝΤΥ: [429, 6, 585, 52]
- article-body: ΝΕΟΝ ΔΕΛΧΙ, 18. (Ρώυτερ).— Ἑπτὰ «ἀπόβλητοι τῆς κοινωνίας» ἐξωλοθρεύθησαν ὑπὸ ὁμάδος χωρικῶν, ἐνῷ ἄλλοι δώδεκα ἐσώθησαν.: [417, 511, 597, 572]
- subhead: ΚΑΤΕΛΗΦΘΗ ΤΟ ΠΑΝΕΠΙΣΤΗΜΙΟΝ ΚΑΤΟΠΙΝ ΕΚΡΗΞΕΩΣ ΒΟΜΒΩΝ: [638, 163, 938, 203]
- headline-family: Ἡ διαμόρφωσις τῆς οἰκογενείας προκαλεῖ κατὰ κύριον λόγον τὰς ψυχονευρωτικὰς διαταραχὰς: [25, 1179, 386, 1327]
